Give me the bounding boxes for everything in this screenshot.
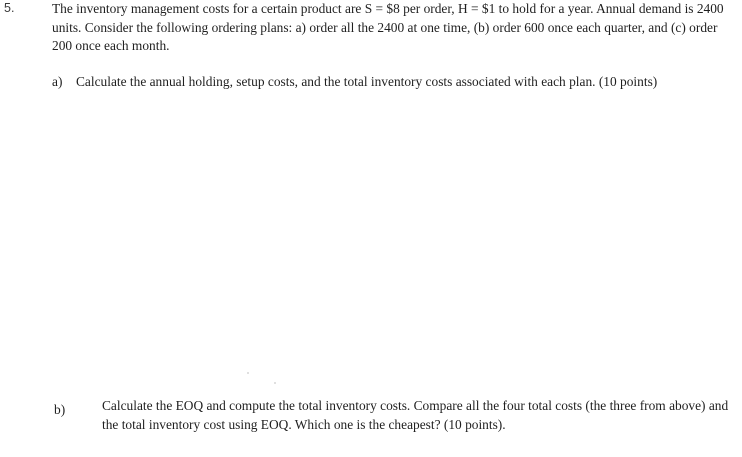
part-b-label: b): [54, 402, 66, 417]
answer-space-a: [52, 100, 732, 390]
part-a-label: a): [52, 74, 63, 89]
part-a-text: Calculate the annual holding, setup costs, and the total inventory costs associated with each plan. (10 points): [76, 74, 658, 89]
question-number: 5.: [4, 1, 15, 15]
scan-speck: [247, 372, 249, 374]
part-a: [52, 73, 732, 91]
part-b-text: Calculate the EOQ and compute the total inventory costs. Compare all the four total costs (the three from above) and the total inventory cost using EOQ. Which one is the cheapest? (10 points).: [102, 398, 729, 432]
scan-speck: [274, 382, 276, 384]
question-text: The inventory management costs for a certain product are S = $8 per order, H = $1 to hold for a year. Annual demand is 2400 units. Consider the following ordering plans: a) order all the 2400 at one time, (b) order 600 once each quarter, and (c) order 200 once each month.: [52, 1, 724, 53]
